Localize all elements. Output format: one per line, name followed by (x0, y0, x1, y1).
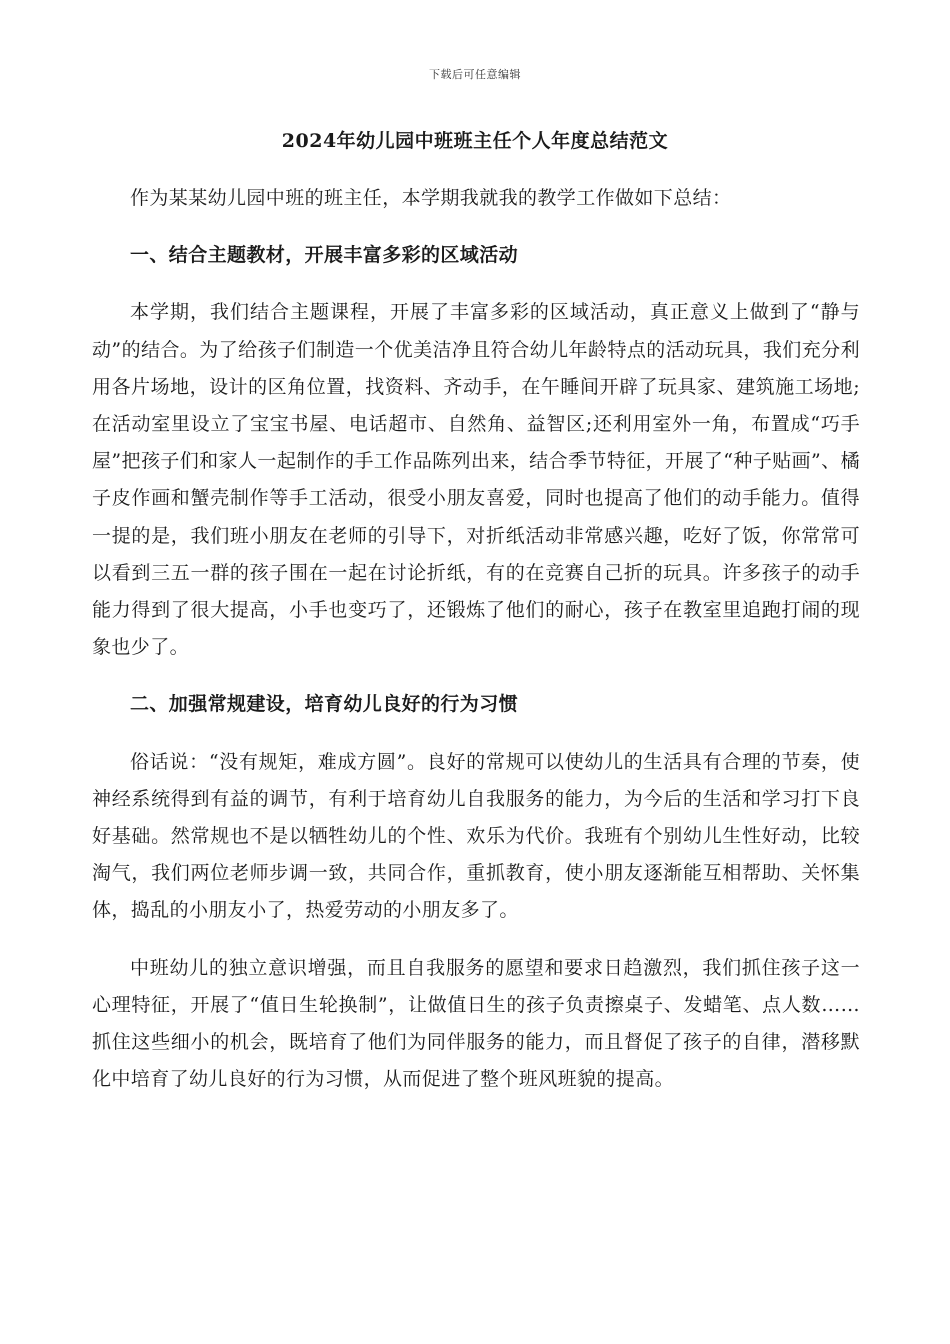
header-note: 下载后可任意编辑 (429, 68, 521, 81)
document-body (92, 180, 860, 1098)
section-2-paragraph-2: 中班幼儿的独立意识增强，而且自我服务的愿望和要求日趋激烈，我们抓住孩子这一心理特征，开展了“值日生轮换制”，让做值日生的孩子负责擦桌子、发蜡笔、点人数……抓住这些细小的机会，既培育了他们为同伴服务的能力，而且督促了孩子的自律，潜移默化中培育了幼儿良好的行为习惯，从而促进了整个班风班貌的提高。 (92, 956, 860, 1091)
section-2-paragraph-1: 俗话说：“没有规矩，难成方圆”。良好的常规可以使幼儿的生活具有合理的节奏，使神经系统得到有益的调节，有利于培育幼儿自我服务的能力，为今后的生活和学习打下良好基础。然常规也不是以牺牲幼儿的个性、欢乐为代价。我班有个别幼儿生性好动，比较淘气，我们两位老师步调一致，共同合作，重抓教育，使小朋友逐渐能互相帮助、关怀集体，捣乱的小朋友小了，热爱劳动的小朋友多了。 (92, 750, 860, 922)
section-1-paragraph: 本学期，我们结合主题课程，开展了丰富多彩的区域活动，真正意义上做到了“静与动”的结合。为了给孩子们制造一个优美洁净且符合幼儿年龄特点的活动玩具，我们充分利用各片场地，设计的区角位置，找资料、齐动手，在午睡间开辟了玩具家、建筑施工场地;在活动室里设立了宝宝书屋、电话超市、自然角、益智区;还利用室外一角，布置成“巧手屋”把孩子们和家人一起制作的手工作品陈列出来，结合季节特征，开展了“种子贴画”、橘子皮作画和蟹壳制作等手工活动，很受小朋友喜爱，同时也提高了他们的动手能力。值得一提的是，我们班小朋友在老师的引导下，对折纸活动非常感兴趣，吃好了饭，你常常可以看到三五一群的孩子围在一起在讨论折纸，有的在竞赛自己折的玩具。许多孩子的动手能力得到了很大提高，小手也变巧了，还锻炼了他们的耐心，孩子在教室里追跑打闹的现象也少了。 (92, 301, 860, 659)
section-2-heading: 二、加强常规建设，培育幼儿良好的行为习惯 (130, 693, 519, 716)
document-title: 2024年幼儿园中班班主任个人年度总结范文 (281, 130, 669, 152)
section-1-heading: 一、结合主题教材，开展丰富多彩的区域活动 (130, 244, 519, 267)
intro-paragraph: 作为某某幼儿园中班的班主任，本学期我就我的教学工作做如下总结： (130, 187, 732, 209)
